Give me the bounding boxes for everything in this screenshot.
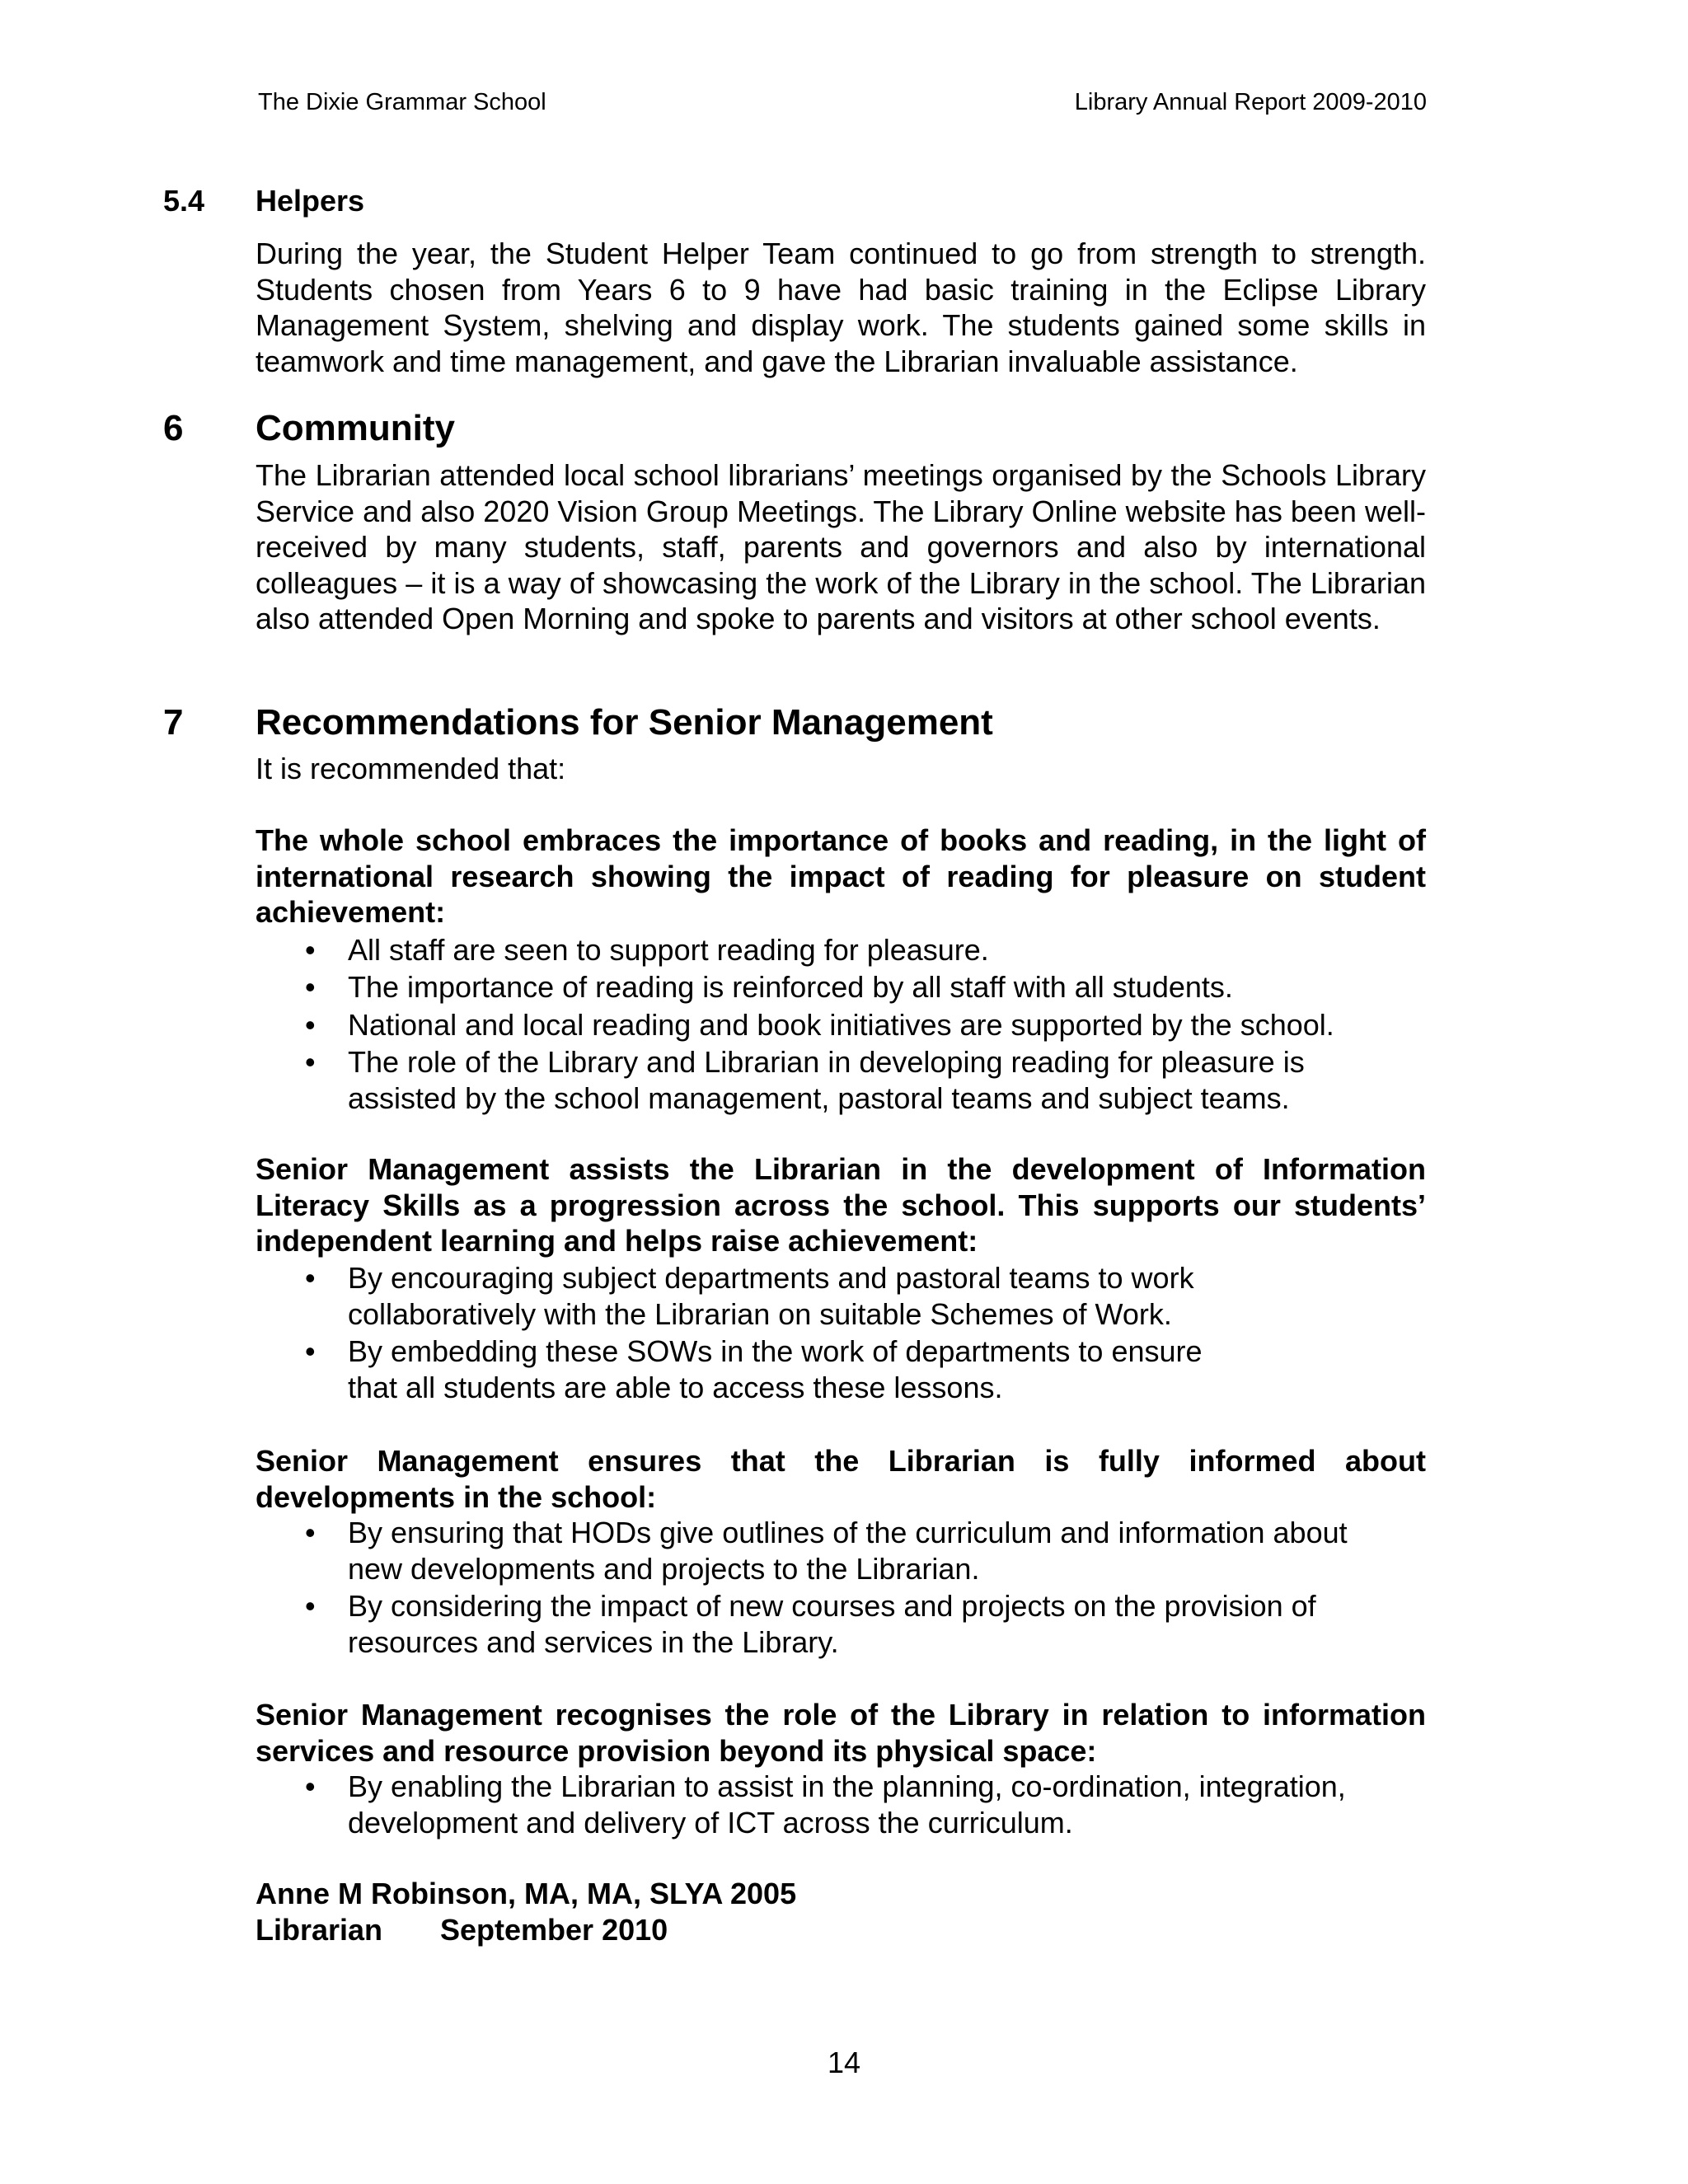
bullet-icon: • (305, 1516, 316, 1549)
signature-name: Anne M Robinson, MA, MA, SLYA 2005 (256, 1877, 797, 1910)
list-item (256, 1333, 1426, 1405)
section-5-4-title: Helpers (256, 184, 365, 218)
section-7-number: 7 (163, 702, 184, 743)
recommendation-2-heading: Senior Management assists the Librarian in the development of Information Literacy Skills as a progression across the school. This supports our students’ independent learning and helps raise achievement: (256, 1152, 1426, 1258)
list-item (256, 1044, 1426, 1116)
recommendation-4-list (256, 1769, 1426, 1842)
list-item-text: National and local reading and book initiatives are supported by the school. (348, 1007, 1334, 1042)
section-6-title: Community (256, 408, 455, 448)
list-item-text: All staff are seen to support reading for pleasure. (348, 933, 989, 967)
bullet-icon: • (305, 970, 316, 1005)
bullet-icon: • (305, 933, 316, 967)
list-item-text: By ensuring that HODs give outlines of the curriculum and information about new developments and projects to the Librarian. (348, 1516, 1348, 1586)
recommendation-3-heading: Senior Management ensures that the Librarian is fully informed about developments in the school: (256, 1444, 1426, 1514)
list-item (256, 1260, 1426, 1332)
list-item-text: By embedding these SOWs in the work of departments to ensure that all students are able to access these lessons. (348, 1333, 1203, 1404)
bullet-icon: • (305, 1588, 316, 1623)
section-5-4-body: During the year, the Student Helper Team continued to go from strength to strength. Students chosen from Years 6 to 9 have had basic training in the Eclipse Library Management System, shelving and display work. The students gained some skills in teamwork and time management, and gave the Librarian invaluable assistance. (256, 237, 1426, 378)
signature-block (256, 1876, 796, 1947)
bullet-icon: • (305, 1007, 316, 1042)
signature-role-line (256, 1912, 796, 1948)
list-item-text: By enabling the Librarian to assist in the planning, co-ordination, integration, development and delivery of ICT across the curriculum. (348, 1769, 1346, 1840)
page-number: 14 (827, 2046, 861, 2079)
recommendation-2-list (256, 1260, 1426, 1407)
bullet-icon: • (305, 1045, 316, 1080)
list-item-text: By encouraging subject departments and pastoral teams to work collaboratively with the Librarian on suitable Schemes of Work. (348, 1261, 1194, 1331)
header-school-name: The Dixie Grammar School (258, 89, 546, 115)
signature-date: September 2010 (440, 1912, 668, 1947)
page-header (258, 89, 1427, 122)
list-item (256, 1007, 1426, 1043)
header-report-title: Library Annual Report 2009-2010 (1074, 89, 1427, 115)
bullet-icon: • (305, 1261, 316, 1295)
list-item (256, 969, 1426, 1005)
bullet-icon: • (305, 1769, 316, 1803)
section-7-intro: It is recommended that: (256, 752, 566, 785)
list-item-text: The role of the Library and Librarian in developing reading for pleasure is assisted by the school management, pastoral teams and subject teams. (348, 1045, 1305, 1115)
bullet-icon: • (305, 1333, 316, 1368)
recommendation-1-list (256, 932, 1426, 1118)
list-item (256, 932, 1426, 968)
list-item (256, 1588, 1426, 1660)
recommendation-3-list (256, 1515, 1426, 1661)
list-item (256, 1769, 1426, 1840)
section-5-4-number: 5.4 (163, 184, 205, 218)
section-7-title: Recommendations for Senior Management (256, 702, 993, 743)
section-6-body: The Librarian attended local school librarians’ meetings organised by the Schools Library Service and also 2020 Vision Group Meetings. The Library Online website has been well-received by many students, staff, parents and governors and also by international colleagues – it is a way of showcasing the work of the Library in the school. The Librarian also attended Open Morning and spoke to parents and visitors at other school events. (256, 458, 1426, 636)
list-item-text: The importance of reading is reinforced by all staff with all students. (348, 970, 1233, 1005)
list-item-text: By considering the impact of new courses and projects on the provision of resources and services in the Library. (348, 1588, 1316, 1659)
recommendation-1-heading: The whole school embraces the importance of books and reading, in the light of international research showing the impact of reading for pleasure on student achievement: (256, 823, 1426, 930)
section-6-number: 6 (163, 408, 184, 448)
recommendation-4-heading: Senior Management recognises the role of the Library in relation to information services and resource provision beyond its physical space: (256, 1698, 1426, 1768)
list-item (256, 1515, 1426, 1586)
signature-role: Librarian (256, 1912, 383, 1947)
